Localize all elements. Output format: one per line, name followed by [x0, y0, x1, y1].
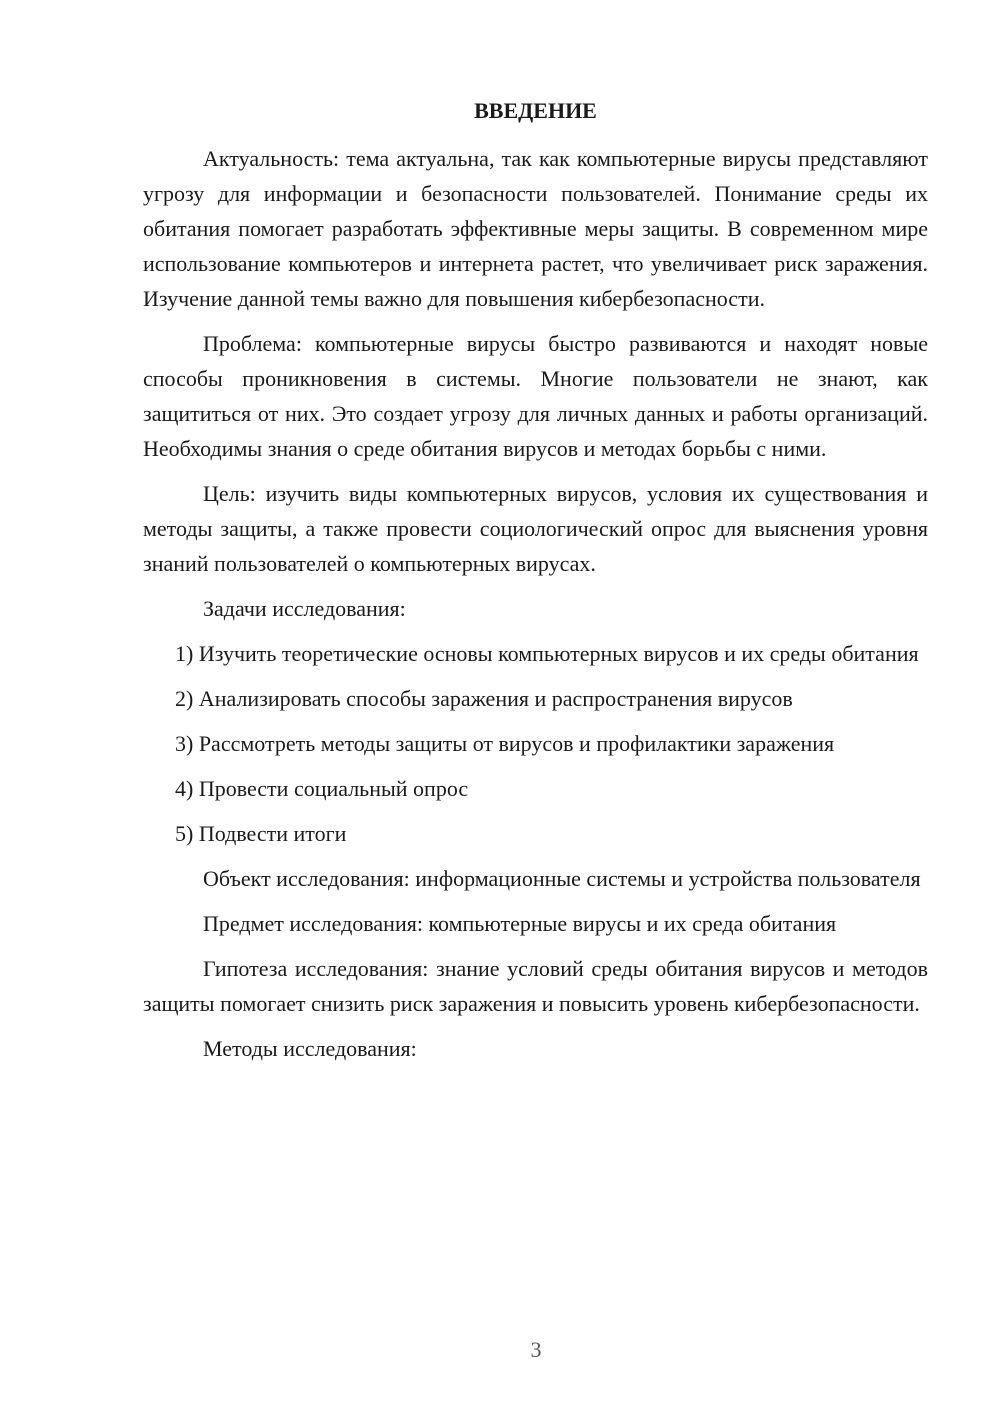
paragraph-subject: Предмет исследования: компьютерные вирусы и их среда обитания — [203, 911, 837, 936]
document-body — [143, 141, 928, 1076]
paragraph-relevance: Актуальность: тема актуальна, так как компьютерные вирусы представляют угрозу для информации и безопасности пользователей. Понимание среды их обитания помогает разработать эффективные меры защиты. В современном мире использование компьютеров и интернета растет, что увеличивает риск заражения. Изучение данной темы важно для повышения кибербезопасности. — [143, 146, 928, 311]
task-item-5: 5) Подвести итоги — [175, 821, 347, 846]
paragraph-problem: Проблема: компьютерные вирусы быстро развиваются и находят новые способы проникновения в системы. Многие пользователи не знают, как защититься от них. Это создает угрозу для личных данных и работы организаций. Необходимы знания о среде обитания вирусов и методах борьбы с ними. — [143, 331, 928, 461]
tasks-heading: Задачи исследования: — [203, 596, 406, 621]
page-number: 3 — [530, 1337, 542, 1362]
task-item-2: 2) Анализировать способы заражения и распространения вирусов — [175, 686, 793, 711]
task-item-4: 4) Провести социальный опрос — [175, 776, 469, 801]
methods-heading: Методы исследования: — [203, 1036, 417, 1061]
page-title: ВВЕДЕНИЕ — [474, 98, 597, 123]
paragraph-hypothesis: Гипотеза исследования: знание условий среды обитания вирусов и методов защиты помогает снизить риск заражения и повысить уровень кибербезопасности. — [143, 956, 928, 1016]
task-item-3: 3) Рассмотреть методы защиты от вирусов и профилактики заражения — [175, 731, 835, 756]
task-item-1: 1) Изучить теоретические основы компьютерных вирусов и их среды обитания — [175, 641, 919, 666]
paragraph-goal: Цель: изучить виды компьютерных вирусов, условия их существования и методы защиты, а также провести социологический опрос для выяснения уровня знаний пользователей о компьютерных вирусах. — [143, 481, 928, 576]
paragraph-object: Объект исследования: информационные системы и устройства пользователя — [203, 866, 921, 891]
